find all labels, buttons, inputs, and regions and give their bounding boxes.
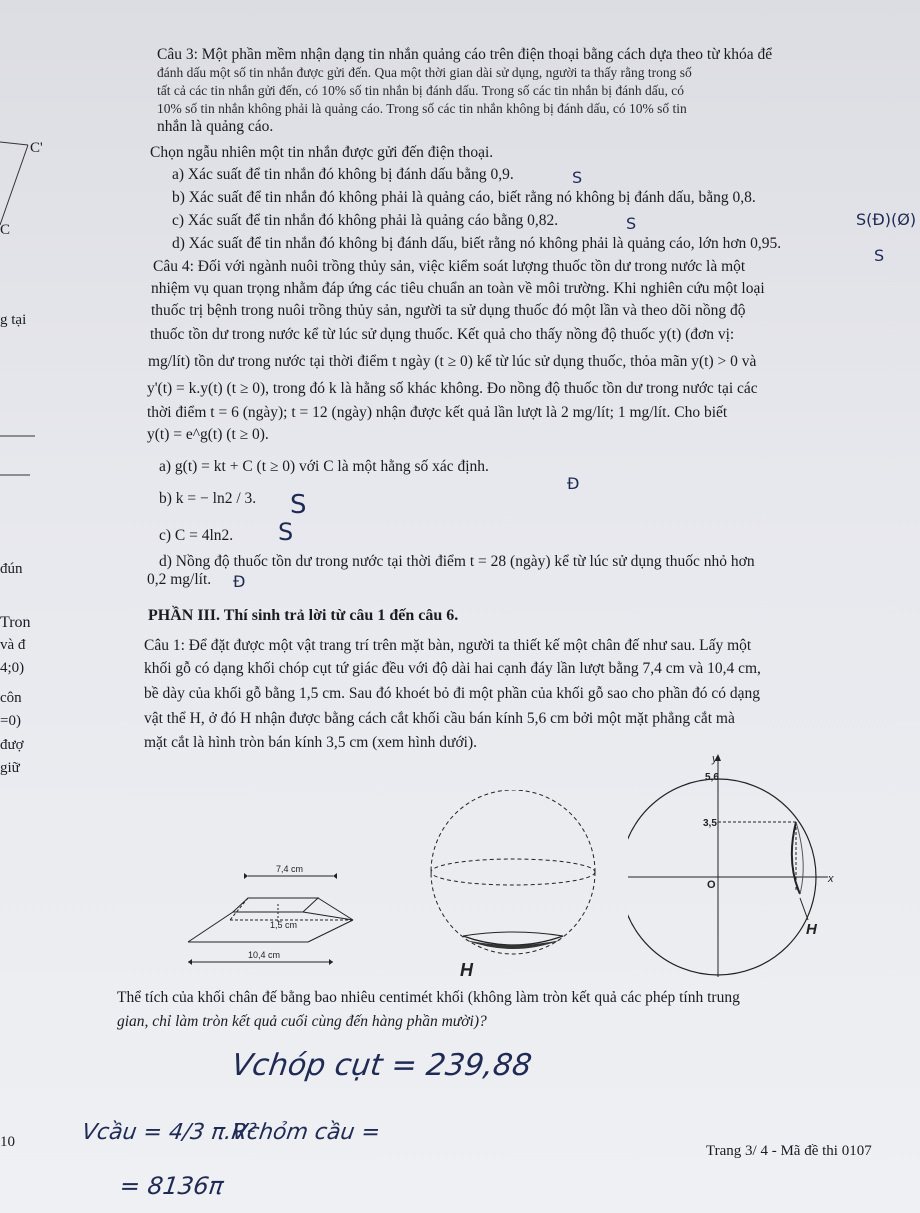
q4-line-7: thời điểm t = 6 (ngày); t = 12 (ngày) nhận được kết quả lần lượt là 2 mg/lít; 1 mg/lít. Cho biết [147,404,728,421]
part3-q1-line-2: khối gỗ có dạng khối chóp cụt tứ giác đều với độ dài hai cạnh đáy lần lượt bằng 7,4 cm và 10,4 cm, [144,660,761,677]
page-footer: Trang 3/ 4 - Mã đề thi 0107 [706,1143,872,1159]
part3-q1-line-4: vật thể H, ở đó H nhận được bằng cách cắt khối cầu bán kính 5,6 cm bởi một mặt phẳng cắt mà [144,710,735,727]
part3-q1-line-1: Câu 1: Để đặt được một vật trang trí trên mặt bàn, người ta thiết kế một chân đế như sau. Lấy một [144,637,752,654]
axis-y-label: y [712,753,718,765]
q4-line-2: nhiệm vụ quan trọng nhằm đáp ứng các tiêu chuẩn an toàn về môi trường. Khi nghiên cứu một loại [151,280,765,297]
part3-q1-line-3: bề dày của khối gỗ bằng 1,5 cm. Sau đó khoét bỏ đi một phần của khối gỗ sao cho phần đó có dạng [144,685,760,702]
q4-line-6: y'(t) = k.y(t) (t ≥ 0), trong đó k là hằng số khác không. Đo nồng độ thuốc tồn dư trong nước tại các [147,380,758,397]
q4-option-b: b) k = − ln2 / 3. [159,490,257,507]
hw-q3-d: S [874,246,885,265]
margin-g-tai: g tại [0,312,27,328]
frustum-height-label: 1,5 cm [270,920,298,930]
hw-q3-b-note: S(Đ)(Ø) [856,210,917,229]
q4-option-a: a) g(t) = kt + C (t ≥ 0) với C là một hằng số xác định. [159,458,489,475]
margin-num: 10 [0,1134,15,1150]
margin-tron: Tron [0,614,31,631]
frustum-top-label: 7,4 cm [276,864,304,874]
frustum-bottom-label: 10,4 cm [248,950,281,960]
q4-line-1: Câu 4: Đối với ngành nuôi trồng thủy sản, việc kiểm soát lượng thuốc tồn dư trong nước là một [153,258,746,275]
part3-question-line-1: Thể tích của khối chân đế bằng bao nhiêu centimét khối (không làm tròn kết quả các phép tính trung [117,989,740,1006]
hw-line-2b: Vchỏm cầu = [230,1120,382,1145]
q3-option-d: d) Xác suất để tin nhắn đó không bị đánh dấu, biết rằng nó không phải là quảng cáo, lớn hơn 0,95. [172,235,782,252]
hw-line-3: = 8136π [118,1172,226,1200]
q4-option-d-line2: 0,2 mg/lít. [147,571,212,588]
coordinate-figure [628,752,843,982]
part3-question-line-2: gian, chỉ làm tròn kết quả cuối cùng đến hàng phần mười)? [117,1013,487,1030]
hw-q4-a: Đ [567,474,580,493]
axis-x-label: x [828,873,834,885]
frustum-figure [178,862,368,982]
r-small-label: 3,5 [703,818,717,829]
coord-h-label: H [806,921,817,938]
margin-va: và đ [0,637,26,653]
q4-option-d-line1: d) Nồng độ thuốc tồn dư trong nước tại thời điểm t = 28 (ngày) kể từ lúc sử dụng thuốc nhỏ hơn [159,553,755,570]
q3-option-b: b) Xác suất để tin nhắn đó không phải là quảng cáo, biết rằng nó không bị đánh dấu, bằng 0,8. [172,189,756,206]
q3-option-c: c) Xác suất để tin nhắn đó không phải là quảng cáo bằng 0,82. [172,212,559,229]
r-big-label: 5,6 [705,772,719,783]
margin-lines [0,430,40,490]
q3-line-3: tất cả các tin nhắn gửi đến, có 10% số tin nhắn bị đánh dấu. Trong số các tin nhắn bị đánh dấu, có [157,83,684,98]
hw-q4-b: S [290,490,307,520]
margin-c: C [0,222,11,238]
hw-q3-a: S [572,168,583,187]
hw-line-1: Vchóp cụt = 239,88 [229,1048,534,1083]
margin-figure-fragment [0,130,60,240]
origin-label: O [707,879,716,891]
margin-coord: 4;0) [0,660,25,676]
margin-con: côn [0,690,22,706]
part3-q1-line-5: mặt cắt là hình tròn bán kính 3,5 cm (xem hình dưới). [144,734,477,751]
q3-option-a: a) Xác suất để tin nhắn đó không bị đánh dấu bằng 0,9. [172,166,514,183]
q4-option-c: c) C = 4ln2. [159,527,234,544]
q3-line-4: 10% số tin nhắn không phải là quảng cáo. Trong số các tin nhắn không bị đánh dấu, có 10% số tin [157,101,687,116]
hw-q4-d: Đ [233,572,246,591]
hw-q3-c: S [626,214,637,233]
q4-line-5: mg/lít) tồn dư trong nước tại thời điểm t ngày (t ≥ 0) kể từ lúc sử dụng thuốc, thỏa mãn y(t) > 0 và [148,353,757,370]
q3-line-1: Câu 3: Một phần mềm nhận dạng tin nhắn quảng cáo trên điện thoại bằng cách dựa theo từ khóa để [157,46,773,63]
margin-giu: giữ [0,760,20,776]
q4-line-3: thuốc trị bệnh trong nuôi trồng thủy sản, người ta sử dụng thuốc đó một lần và theo dõi nồng độ [151,302,746,319]
sphere-figure [425,790,605,980]
margin-eq0: =0) [0,713,21,729]
q3-line-6: Chọn ngẫu nhiên một tin nhắn được gửi đến điện thoại. [150,144,494,161]
q3-line-2: đánh dấu một số tin nhắn được gửi đến. Qua một thời gian dài sử dụng, người ta thấy rằng trong số [157,65,692,80]
hw-q4-c: S [278,518,294,546]
sphere-h-label: H [460,960,473,980]
q4-line-8: y(t) = e^g(t) (t ≥ 0). [147,426,269,443]
q3-line-5: nhắn là quảng cáo. [157,118,274,135]
margin-duoc: đượ [0,737,24,753]
part3-heading: PHẦN III. Thí sinh trả lời từ câu 1 đến câu 6. [148,607,459,624]
hw-line-2a: Vcầu = 4/3 π.R² [80,1120,258,1145]
margin-dung: đún [0,561,23,577]
margin-c-prime: C' [30,140,43,156]
q4-line-4: thuốc tồn dư trong nước kể từ lúc sử dụng thuốc. Kết quả cho thấy nồng độ thuốc y(t) (đơn vị: [150,326,735,343]
